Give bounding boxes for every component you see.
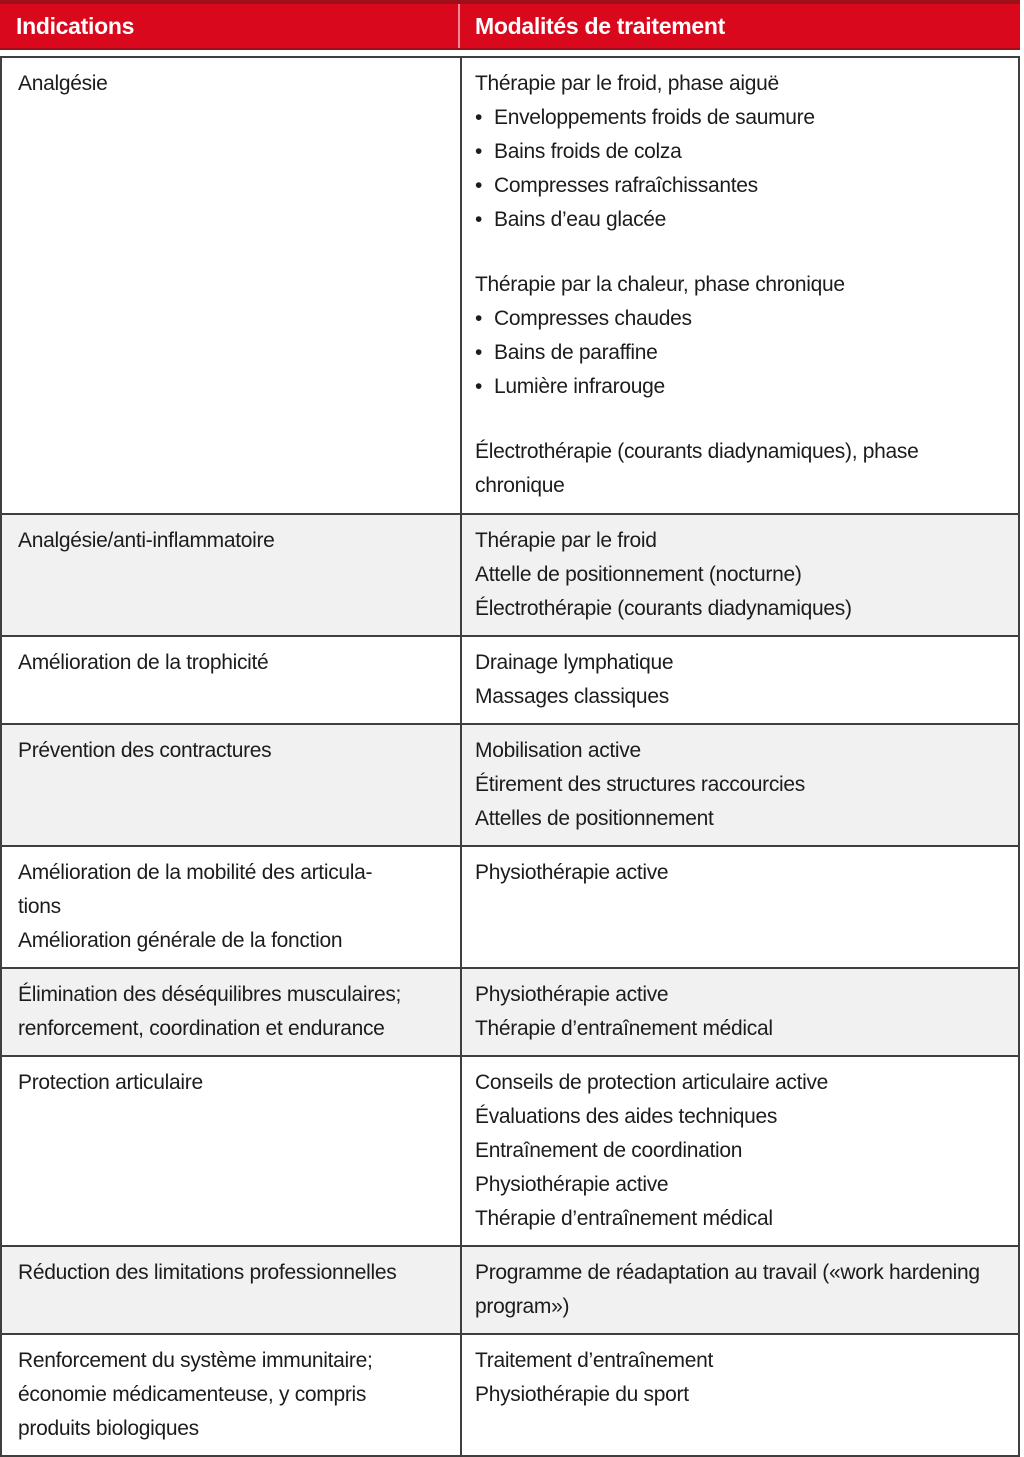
treatment-label: Attelles de positionnement bbox=[475, 807, 714, 830]
indication-cell bbox=[2, 58, 460, 513]
treatment-label: Électrothérapie (courants diadynamiques) bbox=[475, 597, 852, 620]
indication-cell bbox=[2, 725, 460, 845]
treatment-text bbox=[475, 1344, 1008, 1378]
table-row bbox=[2, 845, 1018, 967]
treatment-bullet-item bbox=[475, 101, 1008, 135]
treatment-text bbox=[475, 856, 1008, 890]
treatment-label: Thérapie par le froid, phase aiguë bbox=[475, 72, 779, 95]
treatment-text bbox=[475, 802, 1008, 836]
indication-cell bbox=[2, 1057, 460, 1245]
treatment-cell bbox=[460, 969, 1018, 1055]
treatment-cell bbox=[460, 637, 1018, 723]
treatment-text bbox=[475, 1168, 1008, 1202]
indication-text: Protection articulaire bbox=[18, 1071, 203, 1094]
treatment-bullet-item bbox=[475, 370, 1008, 404]
bullet-icon: • bbox=[475, 208, 483, 231]
treatment-bullet-item bbox=[475, 336, 1008, 370]
indication-cell bbox=[2, 1335, 460, 1455]
table-row bbox=[2, 1333, 1018, 1455]
treatment-text bbox=[475, 1066, 1008, 1100]
treatment-text bbox=[475, 768, 1008, 802]
treatment-cell bbox=[460, 1335, 1018, 1455]
treatment-text bbox=[475, 734, 1008, 768]
treatment-label: Attelle de positionnement (nocturne) bbox=[475, 563, 802, 586]
treatment-label: Conseils de protection articulaire active bbox=[475, 1071, 829, 1094]
treatment-text bbox=[475, 1202, 1008, 1236]
bullet-icon: • bbox=[475, 106, 483, 129]
treatment-label: Thérapie par le froid bbox=[475, 529, 657, 552]
treatment-label: Thérapie d’entraînement médical bbox=[475, 1017, 773, 1040]
treatment-label: Compresses chaudes bbox=[494, 307, 692, 330]
table-row bbox=[2, 723, 1018, 845]
treatment-text bbox=[475, 558, 1008, 592]
indication-text: économie médicamenteuse, y compris bbox=[18, 1383, 367, 1406]
treatment-text bbox=[475, 268, 1008, 302]
table-row bbox=[2, 58, 1018, 513]
indication-cell bbox=[2, 1247, 460, 1333]
treatment-label: Drainage lymphatique bbox=[475, 651, 674, 674]
treatment-label: Compresses rafraîchissantes bbox=[494, 174, 758, 197]
bullet-icon: • bbox=[475, 375, 483, 398]
indication-text: Analgésie bbox=[18, 72, 108, 95]
treatment-label: Thérapie par la chaleur, phase chronique bbox=[475, 273, 845, 296]
treatment-text bbox=[475, 680, 1008, 714]
treatment-label: Massages classiques bbox=[475, 685, 669, 708]
treatment-text bbox=[475, 978, 1008, 1012]
indication-text: renforcement, coordination et endurance bbox=[18, 1017, 385, 1040]
table-row bbox=[2, 513, 1018, 635]
treatment-label: Étirement des structures raccourcies bbox=[475, 773, 805, 796]
indication-text: Élimination des déséquilibres musculaires; bbox=[18, 983, 402, 1006]
indication-text: Amélioration de la trophicité bbox=[18, 651, 269, 674]
treatment-label: Physiothérapie active bbox=[475, 861, 669, 884]
treatment-text bbox=[475, 1134, 1008, 1168]
table-body bbox=[0, 56, 1020, 1457]
indication-cell bbox=[2, 969, 460, 1055]
treatment-label: Physiothérapie active bbox=[475, 983, 669, 1006]
treatment-cell bbox=[460, 58, 1018, 513]
treatment-bullet-item bbox=[475, 169, 1008, 203]
table-header-row bbox=[0, 0, 1020, 50]
table-row bbox=[2, 967, 1018, 1055]
treatment-cell bbox=[460, 725, 1018, 845]
indication-text: Amélioration de la mobilité des articula- bbox=[18, 861, 373, 884]
treatment-label: Entraînement de coordination bbox=[475, 1139, 743, 1162]
table-row bbox=[2, 1245, 1018, 1333]
indication-cell bbox=[2, 637, 460, 723]
treatment-text bbox=[475, 1256, 1008, 1324]
treatment-label: Physiothérapie active bbox=[475, 1173, 669, 1196]
treatment-label: Évaluations des aides techniques bbox=[475, 1105, 778, 1128]
treatment-label: Physiothérapie du sport bbox=[475, 1383, 689, 1406]
treatment-text bbox=[475, 646, 1008, 680]
indication-text: Renforcement du système immunitaire; bbox=[18, 1349, 373, 1372]
bullet-icon: • bbox=[475, 174, 483, 197]
treatment-bullet-item bbox=[475, 135, 1008, 169]
indication-cell bbox=[2, 847, 460, 967]
treatment-label: Bains d’eau glacée bbox=[494, 208, 667, 231]
bullet-icon: • bbox=[475, 140, 483, 163]
table-row bbox=[2, 635, 1018, 723]
treatment-text bbox=[475, 435, 1008, 503]
treatment-label: Bains de paraffine bbox=[494, 341, 658, 364]
bullet-icon: • bbox=[475, 307, 483, 330]
treatment-bullet-item bbox=[475, 203, 1008, 237]
treatment-cell bbox=[460, 1247, 1018, 1333]
treatment-label: Thérapie d’entraînement médical bbox=[475, 1207, 773, 1230]
indication-text: Analgésie/anti-inflammatoire bbox=[18, 529, 275, 552]
treatment-label: Lumière infrarouge bbox=[494, 375, 665, 398]
treatment-text bbox=[475, 1378, 1008, 1412]
treatment-text bbox=[475, 524, 1008, 558]
bullet-icon: • bbox=[475, 341, 483, 364]
column-header-modalites: Modalités de traitement bbox=[458, 4, 1020, 48]
treatment-text bbox=[475, 1100, 1008, 1134]
treatment-bullet-item bbox=[475, 302, 1008, 336]
treatment-text bbox=[475, 1012, 1008, 1046]
treatment-label: Programme de réadaptation au travail («work hardening program») bbox=[475, 1261, 980, 1318]
treatment-text bbox=[475, 67, 1008, 101]
table-row bbox=[2, 1055, 1018, 1245]
indication-text: Prévention des contractures bbox=[18, 739, 272, 762]
treatment-cell bbox=[460, 847, 1018, 967]
indication-text: Amélioration générale de la fonction bbox=[18, 929, 343, 952]
treatment-cell bbox=[460, 515, 1018, 635]
indication-text: Réduction des limitations professionnelles bbox=[18, 1261, 397, 1284]
indication-cell bbox=[2, 515, 460, 635]
treatment-label: Traitement d’entraînement bbox=[475, 1349, 714, 1372]
indication-text: produits biologiques bbox=[18, 1417, 199, 1440]
treatment-label: Bains froids de colza bbox=[494, 140, 682, 163]
treatment-label: Enveloppements froids de saumure bbox=[494, 106, 815, 129]
treatment-label: Mobilisation active bbox=[475, 739, 641, 762]
treatment-text bbox=[475, 592, 1008, 626]
column-header-indications: Indications bbox=[16, 13, 135, 39]
treatment-cell bbox=[460, 1057, 1018, 1245]
treatment-label: Électrothérapie (courants diadynamiques), phase chronique bbox=[475, 440, 919, 497]
indication-text: tions bbox=[18, 895, 61, 918]
